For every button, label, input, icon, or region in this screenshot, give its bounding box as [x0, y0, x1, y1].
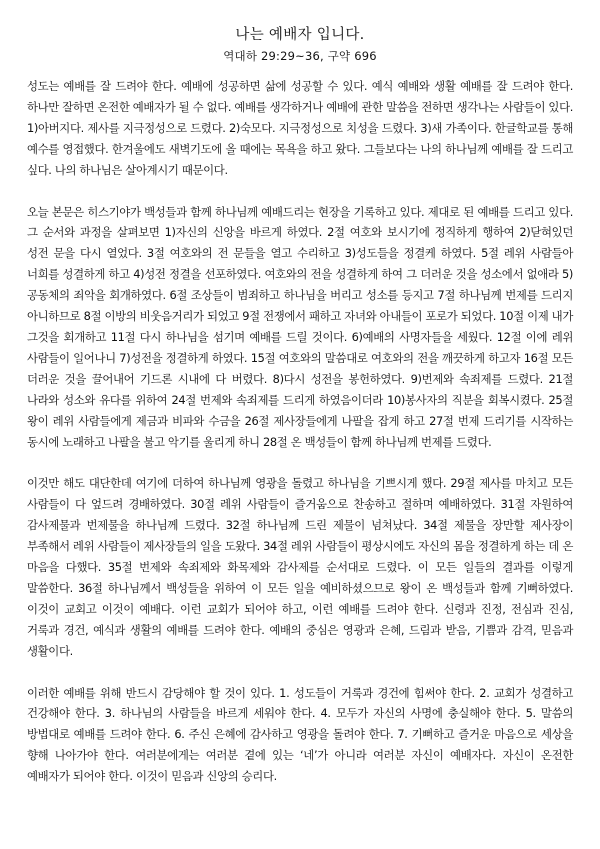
- scripture-reference: 역대하 29:29~36, 구약 696: [223, 49, 377, 63]
- paragraph-text-exposition: 오늘 본문은 히스기야가 백성들과 함께 하나님께 예배드리는 현장을 기록하고 있다. 제대로 된 예배를 드리고 있다. 그 순서와 과정을 살펴보면 1)자신의 신앙을 바르게 하였다. 2절 여호와 보시기에 정직하게 행하여 2)닫혀있던 성전 문을 다시 열었다. 3절 여호와의 전 문들을 열고 수리하고 3)성도들을 정결케 하였다. 5절 레위 사람들아 너희를 성결하게 하고 4)성전 정결을 선포하였다. 여호와의 전을 성결하게 하여 그 더러운 것을 성소에서 없애라 5)공동체의 죄악을 회개하였다. 6절 조상들이 범죄하고 하나님을 버리고 성소를 등지고 7절 하나님께 번제를 드리지 아니하므로 8절 이방의 비웃음거리가 되었고 9절 전쟁에서 패하고 자녀와 아내들이 포로가 되었다. 10절 이제 내가 그것을 회개하고 11절 다시 하나님을 섬기며 예배를 드릴 것이다. 6)예배의 사명자들을 세웠다. 12절 이에 레위 사람들이 일어나니 7)성전을 정결하게 하였다. 15절 여호와의 말씀대로 여호와의 전을 깨끗하게 하고자 16절 모든 더러운 것을 끌어내어 기드론 시내에 다 버렸다. 8)다시 성전을 봉헌하였다. 9)번제와 속죄제를 드렸다. 21절 나라와 성소와 유다를 위하여 24절 번제와 속죄제를 드리게 하였음이더라 10)봉사자의 직분을 회복시켰다. 25절 왕이 레위 사람들에게 제금과 비파와 수금을 26절 제사장들에게 나팔을 잡게 하고 27절 번제 드리기를 시작하는 동시에 노래하고 나팔을 불고 악기를 울리게 하니 28절 온 백성들이 함께 하나님께 번제를 드렸다.: [27, 204, 573, 449]
- paragraph-worship-glory: 이것만 해도 대단한데 여기에 더하여 하나님께 영광을 돌렸고 하나님을 기쁘시게 했다. 29절 제사를 마치고 모든 사람들이 다 엎드려 경배하였다. 30절 레위 사람들이 즐거움으로 찬송하고 절하며 예배하였다. 31절 자원하여 감사제물과 번제물을 하나님께 드렸다. 32절 하나님께 드린 제물이 넘쳐났다. 34절 제물을 장만할 제사장이 부족해서 레위 사람들이 제사장들의 일을 도왔다. 34절 레위 사람들이 평상시에도 자신의 몸을 정결하게 하는 데 온 마음을 다했다. 35절 번제와 속죄제와 화목제와 감사제를 순서대로 드렸다. 이 모든 일들의 결과를 이렇게 말씀한다. 36절 하나님께서 백성들을 위하여 이 모든 일을 예비하셨으므로 왕이 온 백성들과 함께 기뻐하였다. 이것이 교회고 이것이 예배다. 이런 교회가 되어야 하고, 이런 예배를 드려야 한다. 신령과 진정, 전심과 진심, 거룩과 경건, 예식과 생활의 예배를 드려야 한다. 예배의 중심은 영광과 은혜, 드림과 받음, 기쁨과 감격, 믿음과 생활이다.: [27, 476, 573, 658]
- paragraph-intro: 성도는 예배를 잘 드려야 한다. 예배에 성공하면 삶에 성공할 수 있다. 예식 예배와 생활 예배를 잘 드려야 한다. 하나만 잘하면 온전한 예배자가 될 수 없다. 예배를 생각하거나 예배에 관한 말씀을 전하면 생각나는 사람들이 있다. 1)아버지다. 제사를 지극정성으로 드렸다. 2)숙모다. 지극정성으로 치성을 드렸다. 3)새 가족이다. 한글학교를 통해 예수를 영접했다. 한겨울에도 새벽기도에 올 때에는 목욕을 하고 왔다. 그들보다는 나의 하나님께 예배를 잘 드리고 싶다. 나의 하나님은 살아계시기 때문이다.: [27, 79, 573, 177]
- paragraph-conclusion: 이러한 예배를 위해 반드시 감당해야 할 것이 있다. 1. 성도들이 거룩과 경건에 힘써야 한다. 2. 교회가 성결하고 건강해야 한다. 3. 하나님의 사람들을 바르게 세워야 한다. 4. 모두가 자신의 사명에 충실해야 한다. 5. 말씀의 방법대로 예배를 드려야 한다. 6. 주신 은혜에 감사하고 영광을 돌려야 한다. 7. 기뻐하고 즐거운 마음으로 세상을 향해 나아가야 한다. 여러분에게는 여러분 곁에 있는 ‘네’가 아니라 여러분 자신이 예배자다. 자신이 온전한 예배자가 되어야 한다. 이것이 믿음과 신앙의 승리다.: [27, 685, 573, 784]
- page-title: 나는 예배자 입니다.: [235, 27, 365, 43]
